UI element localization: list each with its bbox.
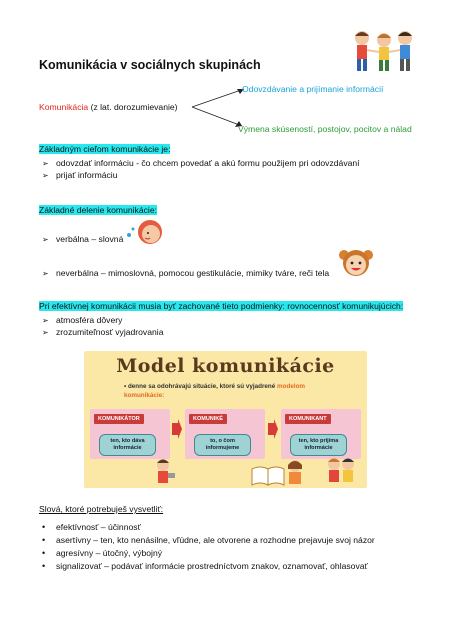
intro-term-rest: (z lat. dorozumievanie): [88, 102, 178, 112]
arrow-bullet-icon: ➢: [42, 268, 49, 278]
bullet-icon: •: [42, 548, 46, 558]
reading-girl-icon: [280, 457, 310, 487]
list-item: ➢ atmosféra dôvery: [42, 315, 123, 325]
panel-label: KOMUNIKÁTOR: [94, 414, 144, 424]
flow-arrow-icon: [268, 419, 278, 439]
panel-communicator: [90, 409, 170, 459]
arrow-bullet-icon: ➢: [42, 315, 49, 325]
list-item: ➢ zrozumiteľnosť vyjadrovania: [42, 327, 164, 337]
children-illustration-icon: [348, 28, 420, 74]
list-item: ➢ neverbálna – mimoslovná, pomocou gestikulácie, mimiky tváre, reči tela: [42, 268, 330, 278]
page-title: Komunikácia v sociálnych skupinách: [39, 58, 261, 72]
panel-message: [185, 409, 265, 459]
section4-heading: Slová, ktoré potrebuješ vysvetliť:: [39, 504, 164, 514]
branch-top-text: Odovzdávanie a prijímanie informácií: [242, 84, 384, 94]
panel-recipient: [281, 409, 361, 459]
list-item: • signalizovať – podávať informácie prostredníctvom znakov, oznamovať, ohlasovať: [42, 561, 368, 571]
intro-term: Komunikácia: [39, 102, 89, 112]
panel-label: KOMUNIKANT: [285, 414, 331, 424]
panel-box: ten, kto prijíma informácie: [290, 434, 347, 456]
branch-bottom-text: Výmena skúseností, postojov, pocitov a nálad: [238, 124, 412, 134]
girl-face-icon: [338, 247, 374, 279]
list-item: ➢ odovzdať informáciu - čo chcem povedať a akú formu použijem pri odovzdávaní: [42, 158, 360, 168]
arrow-bullet-icon: ➢: [42, 234, 49, 244]
figure-title: Model komunikácie: [116, 355, 335, 377]
section3-heading: Pri efektívnej komunikácii musia byť zachované tieto podmienky: rovnocennosť komunikujúcich:: [39, 301, 404, 311]
children-listening-icon: [324, 455, 358, 487]
arrow-bullet-icon: ➢: [42, 158, 49, 168]
list-item: ➢ verbálna – slovná: [42, 234, 124, 244]
boy-with-speaker-icon: [149, 457, 177, 487]
bullet-icon: •: [42, 535, 46, 545]
panel-box: to, o čom informujeme: [194, 434, 251, 456]
intro-line: [39, 102, 178, 112]
arrow-bullet-icon: ➢: [42, 170, 49, 180]
list-item: • asertívny – ten, kto nenásilne, vľúdne, ale otvorene a rozhodne prejavuje svoj názor: [42, 535, 375, 545]
figure-subtitle: • denne sa odohrávajú situácie, ktoré sú vyjadrené modelom komunikácie:: [124, 383, 306, 399]
speaking-face-icon: [125, 215, 165, 247]
list-item: • efektívnosť – účinnosť: [42, 522, 141, 532]
section2-heading: Základné delenie komunikácie:: [39, 205, 157, 215]
section1-heading: Základným cieľom komunikácie je:: [39, 144, 171, 154]
list-item: • agresívny – útočný, výbojný: [42, 548, 163, 558]
bullet-icon: •: [42, 522, 46, 532]
panel-label: KOMUNIKÉ: [189, 414, 227, 424]
panel-box: ten, kto dáva informácie: [99, 434, 156, 456]
bullet-icon: •: [42, 561, 46, 571]
list-item: ➢ prijať informáciu: [42, 170, 118, 180]
flow-arrow-icon: [172, 419, 182, 439]
communication-model-figure: [84, 351, 367, 488]
arrow-bullet-icon: ➢: [42, 327, 49, 337]
